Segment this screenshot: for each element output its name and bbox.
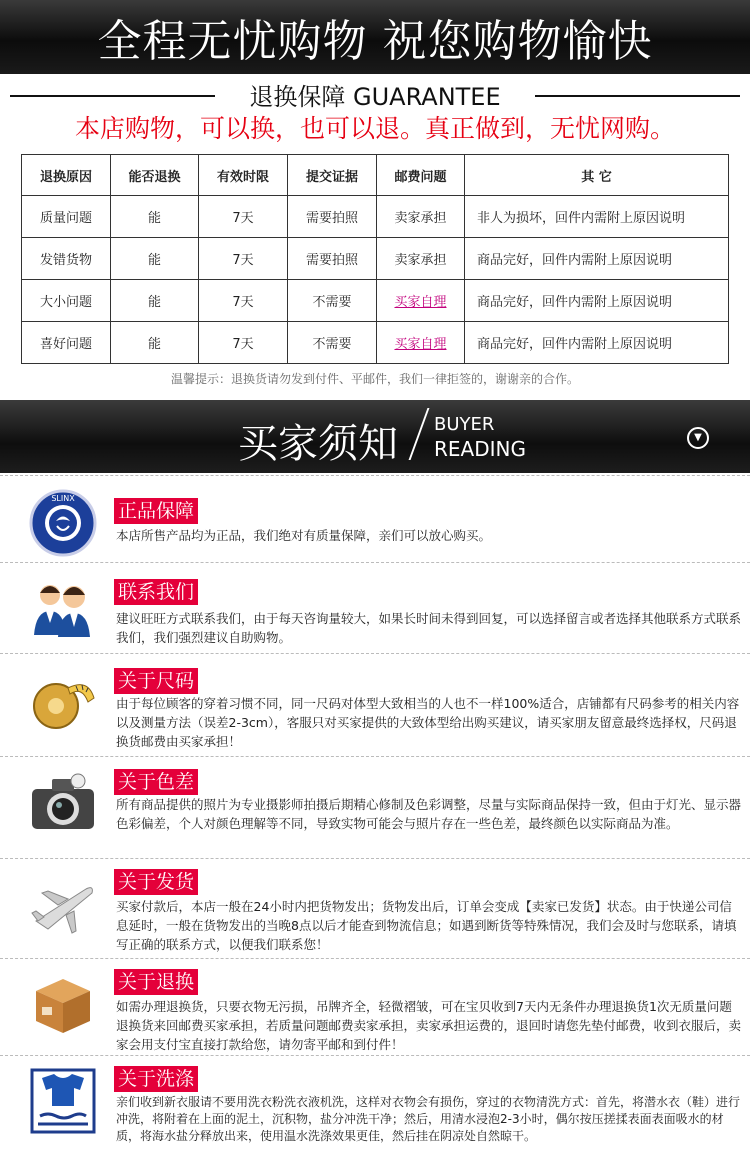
table-cell: 质量问题: [22, 196, 111, 238]
section-title: 正品保障: [114, 498, 198, 524]
section-authentic: [0, 475, 750, 562]
guarantee-title: 退换保障 GUARANTEE: [241, 77, 508, 112]
buyer-reading-en2: READING: [434, 437, 526, 461]
table-cell: 需要拍照: [288, 238, 377, 280]
section-size: [0, 653, 750, 756]
section-title: 关于发货: [114, 869, 198, 895]
camera-icon: [28, 767, 98, 837]
table-cell: 商品完好，回件内需附上原因说明: [465, 280, 729, 322]
buyer-pays-link[interactable]: 买家自理: [394, 295, 447, 310]
top-banner: [0, 0, 750, 74]
table-header: 退换原因: [22, 155, 111, 196]
table-cell: 能: [111, 322, 199, 364]
table-header: 邮费问题: [377, 155, 465, 196]
table-cell: 能: [111, 238, 199, 280]
table-cell-link[interactable]: [377, 280, 465, 322]
customer-service-icon: [28, 573, 98, 643]
section-text: 如需办理退换货，只要衣物无污损，吊牌齐全，轻微褶皱，可在宝贝收到7天内无条件办理退换货1次无质量问题退换货来回邮费买家承担，若质量问题邮费卖家承担，卖家承担运费的，退回时请您先垫付邮费，收到衣服后，卖家会用支付宝直接打款给您，请勿寄平邮和到付件！: [116, 999, 742, 1052]
table-cell: 不需要: [288, 280, 377, 322]
section-contact: [0, 562, 750, 653]
table-cell: 喜好问题: [22, 322, 111, 364]
section-returns: [0, 958, 750, 1055]
table-cell: 发错货物: [22, 238, 111, 280]
slinx-logo-text: SLINX: [51, 494, 75, 503]
table-cell: 7天: [199, 322, 288, 364]
slogan: 本店购物，可以换，也可以退。真正做到，无忧网购。: [74, 114, 675, 143]
table-header: 提交证据: [288, 155, 377, 196]
table-header-row: [22, 155, 729, 196]
table-row: [22, 322, 729, 364]
buyer-reading-title: 买家须知: [238, 421, 398, 467]
buyer-pays-link[interactable]: 买家自理: [394, 337, 447, 352]
slash-divider: [409, 408, 430, 460]
section-text: 所有商品提供的照片为专业摄影师拍摄后期精心修制及色彩调整，尽量与实际商品保持一致，但由于灯光、显示器色彩偏差，个人对颜色理解等不同，导致实物可能会与照片存在一些色差，最终颜色以实际商品为准。: [116, 797, 742, 831]
table-cell: 大小问题: [22, 280, 111, 322]
top-banner-text: 全程无忧购物 祝您购物愉快: [97, 16, 653, 67]
table-cell: 卖家承担: [377, 238, 465, 280]
table-header: 能否退换: [111, 155, 199, 196]
section-text: 亲们收到新衣服请不要用洗衣粉洗衣液机洗，这样对衣物会有损伤，穿过的衣物清洗方式：首先，将潜水衣（鞋）进行冲洗，将附着在上面的泥土，沉积物，盐分冲洗干净；然后，用清水浸泡2-3小时，偶尔按压搓揉表面表面吸水的材质，将海水盐分释放出来，使用温水洗涤效果更佳，然后挂在阴凉处自然晾干。: [116, 1095, 741, 1143]
table-cell: 需要拍照: [288, 196, 377, 238]
table-cell: 不需要: [288, 322, 377, 364]
tape-measure-icon: [28, 668, 98, 738]
section-title: 关于退换: [114, 969, 198, 995]
table-cell: 商品完好，回件内需附上原因说明: [465, 322, 729, 364]
section-title: 关于色差: [114, 769, 198, 795]
section-text: 买家付款后，本店一般在24小时内把货物发出；货物发出后，订单会变成【卖家已发货】状态。由于快递公司信息延时，一般在货物发出的当晚8点以后才能查到物流信息；如遇到断货等特殊情况，我们会及时与您联系，请填写正确的联系方式，以便我们联系您！: [116, 899, 737, 952]
divider-left: [10, 95, 215, 97]
table-cell: 非人为损坏，回件内需附上原因说明: [465, 196, 729, 238]
section-title: 关于洗涤: [114, 1066, 198, 1092]
table-cell: 7天: [199, 238, 288, 280]
buyer-reading-en1: BUYER: [434, 414, 495, 435]
section-text: 由于每位顾客的穿着习惯不同，同一尺码对体型大致相当的人也不一样100%适合，店铺都有尺码参考的相关内容以及测量方法（误差2-3cm），客服只对买家提供的大致体型给出购买建议，请买家朋友留意最终选择权，尺码退换货邮费由买家承担！: [116, 696, 740, 749]
table-row: [22, 238, 729, 280]
table-cell: 能: [111, 196, 199, 238]
package-box-icon: [28, 969, 98, 1039]
washing-icon: [28, 1066, 98, 1136]
table-cell: 7天: [199, 280, 288, 322]
guarantee-heading: [0, 74, 750, 114]
section-shipping: [0, 858, 750, 958]
section-washing: [0, 1055, 750, 1174]
buyer-reading-banner: [0, 400, 750, 473]
divider-right: [535, 95, 740, 97]
table-row: [22, 196, 729, 238]
warm-tip: 温馨提示：退换货请勿发到付件、平邮件，我们一律拒签的，谢谢亲的合作。: [170, 372, 579, 386]
table-cell: 卖家承担: [377, 196, 465, 238]
section-color: [0, 756, 750, 858]
table-cell: 商品完好，回件内需附上原因说明: [465, 238, 729, 280]
table-row: [22, 280, 729, 322]
chevron-down-icon[interactable]: ▼: [687, 427, 709, 449]
table-cell: 7天: [199, 196, 288, 238]
section-title: 联系我们: [114, 579, 198, 605]
table-header: 有效时限: [199, 155, 288, 196]
table-cell: 能: [111, 280, 199, 322]
section-title: 关于尺码: [114, 668, 198, 694]
section-text: 本店所售产品均为正品，我们绝对有质量保障，亲们可以放心购买。: [116, 528, 492, 543]
slinx-logo-icon: [28, 488, 98, 558]
section-text: 建议旺旺方式联系我们，由于每天咨询量较大，如果长时间未得到回复，可以选择留言或者选择其他联系方式联系我们，我们强烈建议自助购物。: [116, 611, 742, 645]
table-cell-link[interactable]: [377, 322, 465, 364]
return-policy-table: [21, 154, 729, 364]
airplane-icon: [28, 871, 98, 941]
table-header: 其 它: [465, 155, 729, 196]
